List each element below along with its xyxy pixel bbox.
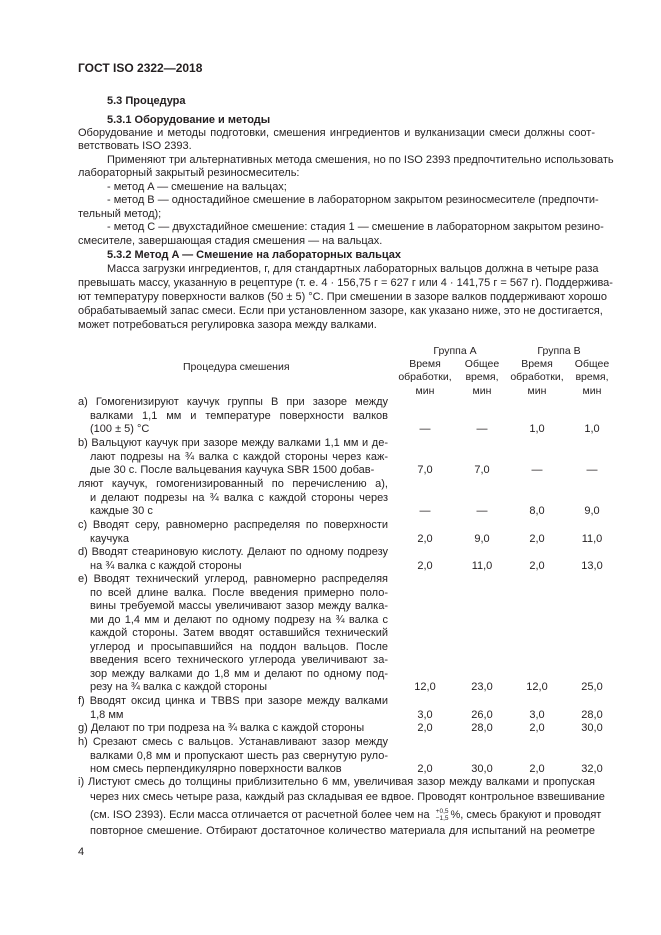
table-cell-value: 30,0 bbox=[471, 763, 493, 775]
paragraph-line: смесителе, завершающая стадия смешения — на вальцах. bbox=[78, 235, 383, 247]
table-cell-value: 25,0 bbox=[581, 681, 603, 693]
paragraph-line: ют температуру поверхности валков (50 ± 5) °С. При смешении в зазоре валков поддерживают хорошо bbox=[78, 291, 608, 303]
table-row-line: по всей длине валка. После введения примерно поло- bbox=[90, 586, 388, 599]
paragraph-line: Применяют три альтернативных метода смешения, но по ISO 2393 предпочтительно использовать bbox=[107, 154, 614, 166]
table-cell-value: 2,0 bbox=[417, 763, 433, 775]
table-cell-value: 2,0 bbox=[417, 559, 433, 572]
table-cell-value: — bbox=[476, 505, 488, 517]
table-cell-value: 2,0 bbox=[529, 763, 545, 775]
col-header-b-time: Время обработки, мин bbox=[510, 358, 564, 397]
col-header-a-total: Общее время, мин bbox=[464, 358, 500, 397]
table-row-line: каждые 30 с bbox=[90, 505, 153, 517]
table-row-line: ляют каучук, гомогенизированный по перечислению a), bbox=[78, 478, 388, 490]
paragraph-line: Оборудование и методы подготовки, смешения ингредиентов и вулканизации смеси должны соот- bbox=[78, 127, 595, 139]
table-cell-value: 1,0 bbox=[584, 423, 600, 435]
table-cell-value: 23,0 bbox=[471, 681, 493, 693]
table-cell-value: — bbox=[531, 464, 543, 476]
table-cell-value: 8,0 bbox=[529, 505, 545, 517]
document-header: ГОСТ ISO 2322—2018 bbox=[78, 61, 203, 75]
paragraph-line: обрабатываемый запас смеси. Если при установленном зазоре, как указано ниже, это не достигается, bbox=[78, 305, 603, 317]
table-cell-value: — bbox=[419, 423, 431, 435]
table-row-line: ми до 1,4 мм и делают по одному подрезу на ¾ валка с bbox=[90, 613, 388, 626]
table-row-line: резу на ¾ валка с каждой стороны bbox=[90, 681, 268, 693]
table-header-procedure: Процедура смешения bbox=[183, 361, 290, 373]
table-cell-value: 2,0 bbox=[529, 532, 545, 545]
table-cell-value: 7,0 bbox=[417, 464, 433, 476]
table-row-line: h) Срезают смесь с вальцов. Устанавливают зазор между bbox=[78, 736, 388, 748]
paragraph-line: превышать массу, указанную в рецептуре (т. е. 4 · 156,75 г = 627 г или 4 · 141,75 г = 567 г). Поддержива- bbox=[78, 277, 613, 289]
table-row-line: введения всего технического углерода увеличивают за- bbox=[90, 654, 388, 666]
table-row-line: каждой стороны. Затем вводят оставшийся технический bbox=[90, 627, 388, 639]
table-row-line: каучука bbox=[90, 532, 129, 545]
table-cell-value: 9,0 bbox=[584, 505, 600, 517]
table-cell-value: 12,0 bbox=[414, 681, 436, 693]
table-cell-value: 26,0 bbox=[471, 708, 493, 721]
row-i-line: i) Листуют смесь до толщины приблизительно 6 мм, увеличивая зазор между валками и пропуская bbox=[78, 776, 595, 788]
table-cell-value: — bbox=[419, 505, 431, 517]
table-row-line: c) Вводят серу, равномерно распределяя по поверхности bbox=[78, 519, 388, 531]
table-cell-value: 9,0 bbox=[474, 532, 490, 545]
subsection-heading-method-a: 5.3.2 Метод A — Смешение на лабораторных вальцах bbox=[107, 249, 402, 261]
table-header-group-b: Группа B bbox=[537, 345, 581, 357]
table-cell-value: 32,0 bbox=[581, 763, 603, 775]
row-i-line: повторное смешение. Отбирают достаточное количество материала для испытаний на реометре bbox=[90, 825, 595, 837]
table-cell-value: 1,0 bbox=[529, 423, 545, 435]
table-row-line: g) Делают по три подреза на ¾ валка с каждой стороны bbox=[78, 722, 365, 734]
table-row-line: и делают подрезы на ¾ валка с каждой стороны через bbox=[90, 491, 388, 504]
table-row-line: валками 1,1 мм и температуре поверхности валков bbox=[90, 409, 388, 422]
table-cell-value: 2,0 bbox=[529, 559, 545, 572]
paragraph-line: может потребоваться регулировка зазора между валками. bbox=[78, 319, 377, 331]
table-row-line: (100 ± 5) °С bbox=[90, 423, 150, 435]
table-cell-value: 7,0 bbox=[474, 464, 490, 476]
section-heading: 5.3 Процедура bbox=[107, 95, 186, 107]
table-cell-value: 12,0 bbox=[526, 681, 548, 693]
row-i-line: (см. ISO 2393). Если масса отличается от расчетной более чем на +0,5 −1,5 %, смесь бракуют и проводят bbox=[90, 808, 602, 822]
paragraph-line: - метод C — двухстадийное смешение: стадия 1 — смешение в лабораторном закрытом резино- bbox=[107, 221, 604, 233]
table-row-line: ном смесь перпендикулярно поверхности валков bbox=[90, 763, 342, 775]
table-cell-value: 3,0 bbox=[417, 708, 433, 721]
col-header-b-total: Общее время, мин bbox=[574, 358, 610, 397]
table-cell-value: 3,0 bbox=[529, 708, 545, 721]
page-number: 4 bbox=[78, 846, 85, 858]
table-row-line: на ¾ валка с каждой стороны bbox=[90, 559, 242, 572]
table-cell-value: 11,0 bbox=[471, 559, 493, 572]
table-row-line: d) Вводят стеариновую кислоту. Делают по одному подрезу bbox=[78, 546, 388, 558]
table-row-line: вины требуемой массы увеличивают зазор между валка- bbox=[90, 600, 388, 612]
paragraph-line: тельный метод); bbox=[78, 208, 162, 220]
table-row-line: валками 0,8 мм и пропускают шесть раз свернутую руло- bbox=[90, 749, 388, 762]
table-cell-value: 11,0 bbox=[581, 532, 603, 545]
table-row-line: дые 30 с. После вальцевания каучука SBR 1500 добав- bbox=[90, 464, 375, 476]
table-row-line: b) Вальцуют каучук при зазоре между валками 1,1 мм и де- bbox=[78, 437, 388, 449]
table-row-line: лают подрезы на ¾ валка с каждой стороны через каж- bbox=[90, 450, 388, 463]
table-cell-value: 2,0 bbox=[529, 722, 545, 734]
tolerance: +0,5 −1,5 bbox=[435, 808, 449, 822]
table-header-group-a: Группа A bbox=[433, 345, 477, 357]
subsection-heading-equipment: 5.3.1 Оборудование и методы bbox=[107, 114, 271, 126]
table-cell-value: 2,0 bbox=[417, 532, 433, 545]
table-row-line: зор между валками до 1,8 мм и делают по одному под- bbox=[90, 667, 388, 680]
table-cell-value: 28,0 bbox=[581, 708, 603, 721]
table-row-line: 1,8 мм bbox=[90, 708, 124, 721]
table-cell-value: 2,0 bbox=[417, 722, 433, 734]
table-cell-value: — bbox=[586, 464, 598, 476]
paragraph-line: лабораторный закрытый резиносмеситель: bbox=[78, 167, 300, 179]
table-cell-value: 13,0 bbox=[581, 559, 603, 572]
table-row-line: f) Вводят оксид цинка и TBBS при зазоре между валками bbox=[78, 695, 388, 707]
table-row-line: a) Гомогенизируют каучук группы B при зазоре между bbox=[78, 396, 388, 408]
table-cell-value: 28,0 bbox=[471, 722, 493, 734]
table-cell-value: — bbox=[476, 423, 488, 435]
table-row-line: углерод и просыпавшийся на поддон вальцов. После bbox=[90, 640, 388, 653]
col-header-a-time: Время обработки, мин bbox=[398, 358, 452, 397]
paragraph-line: ветствовать ISO 2393. bbox=[78, 140, 192, 152]
table-row-line: e) Вводят технический углерод, равномерно распределяя bbox=[78, 573, 388, 585]
paragraph-line: - метод A — смешение на вальцах; bbox=[107, 181, 287, 193]
row-i-line: через них смесь четыре раза, каждый раз складывая ее вдвое. Проводят контрольное взвешивание bbox=[90, 791, 605, 803]
paragraph-line: Масса загрузки ингредиентов, г, для стандартных лабораторных вальцов должна в четыре раза bbox=[107, 263, 599, 275]
paragraph-line: - метод B — одностадийное смешение в лабораторном закрытом резиносмесителе (предпочти- bbox=[107, 194, 599, 206]
table-cell-value: 30,0 bbox=[581, 722, 603, 734]
